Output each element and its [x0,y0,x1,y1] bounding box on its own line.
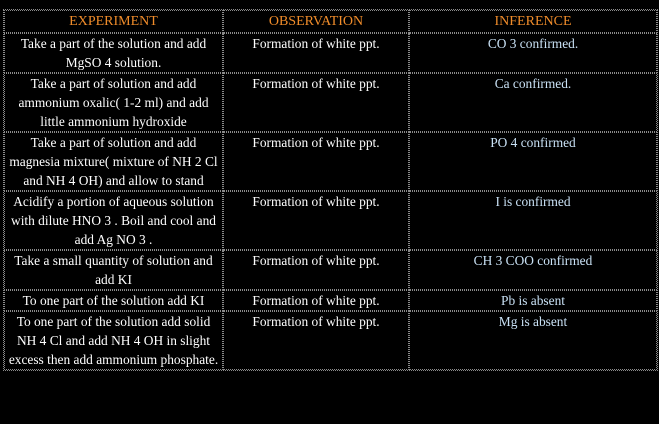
experiment-cell: Take a small quantity of solution and add KI [4,250,223,290]
observation-cell: Formation of white ppt. [223,191,409,250]
observation-cell: Formation of white ppt. [223,250,409,290]
results-table [3,9,658,371]
experiment-cell: Acidify a portion of aqueous solution with dilute HNO 3 . Boil and cool and add Ag NO 3 . [4,191,223,250]
inference-cell: CH 3 COO confirmed [409,250,657,290]
header-row [4,10,657,33]
table-row [4,290,657,311]
table-row [4,73,657,132]
experiment-cell: Take a part of the solution and add MgSO 4 solution. [4,33,223,73]
table-row [4,191,657,250]
header-experiment: EXPERIMENT [4,10,223,33]
observation-cell: Formation of white ppt. [223,33,409,73]
inference-cell: Mg is absent [409,311,657,370]
experiment-cell: To one part of the solution add KI [4,290,223,311]
table-body [4,33,657,370]
inference-cell: Pb is absent [409,290,657,311]
inference-cell: Ca confirmed. [409,73,657,132]
table-row [4,311,657,370]
table-row [4,132,657,191]
table-header [4,10,657,33]
table-row [4,250,657,290]
experiment-cell: To one part of the solution add solid NH 4 Cl and add NH 4 OH in slight excess then add ammonium phosphate. [4,311,223,370]
inference-cell: I is confirmed [409,191,657,250]
observation-cell: Formation of white ppt. [223,132,409,191]
observation-cell: Formation of white ppt. [223,73,409,132]
experiment-cell: Take a part of solution and add magnesia mixture( mixture of NH 2 Cl and NH 4 OH) and allow to stand [4,132,223,191]
observation-cell: Formation of white ppt. [223,311,409,370]
table-row [4,33,657,73]
header-observation: OBSERVATION [223,10,409,33]
inference-cell: PO 4 confirmed [409,132,657,191]
experiment-cell: Take a part of solution and add ammonium oxalic( 1-2 ml) and add little ammonium hydroxide [4,73,223,132]
header-inference: INFERENCE [409,10,657,33]
observation-cell: Formation of white ppt. [223,290,409,311]
inference-cell: CO 3 confirmed. [409,33,657,73]
